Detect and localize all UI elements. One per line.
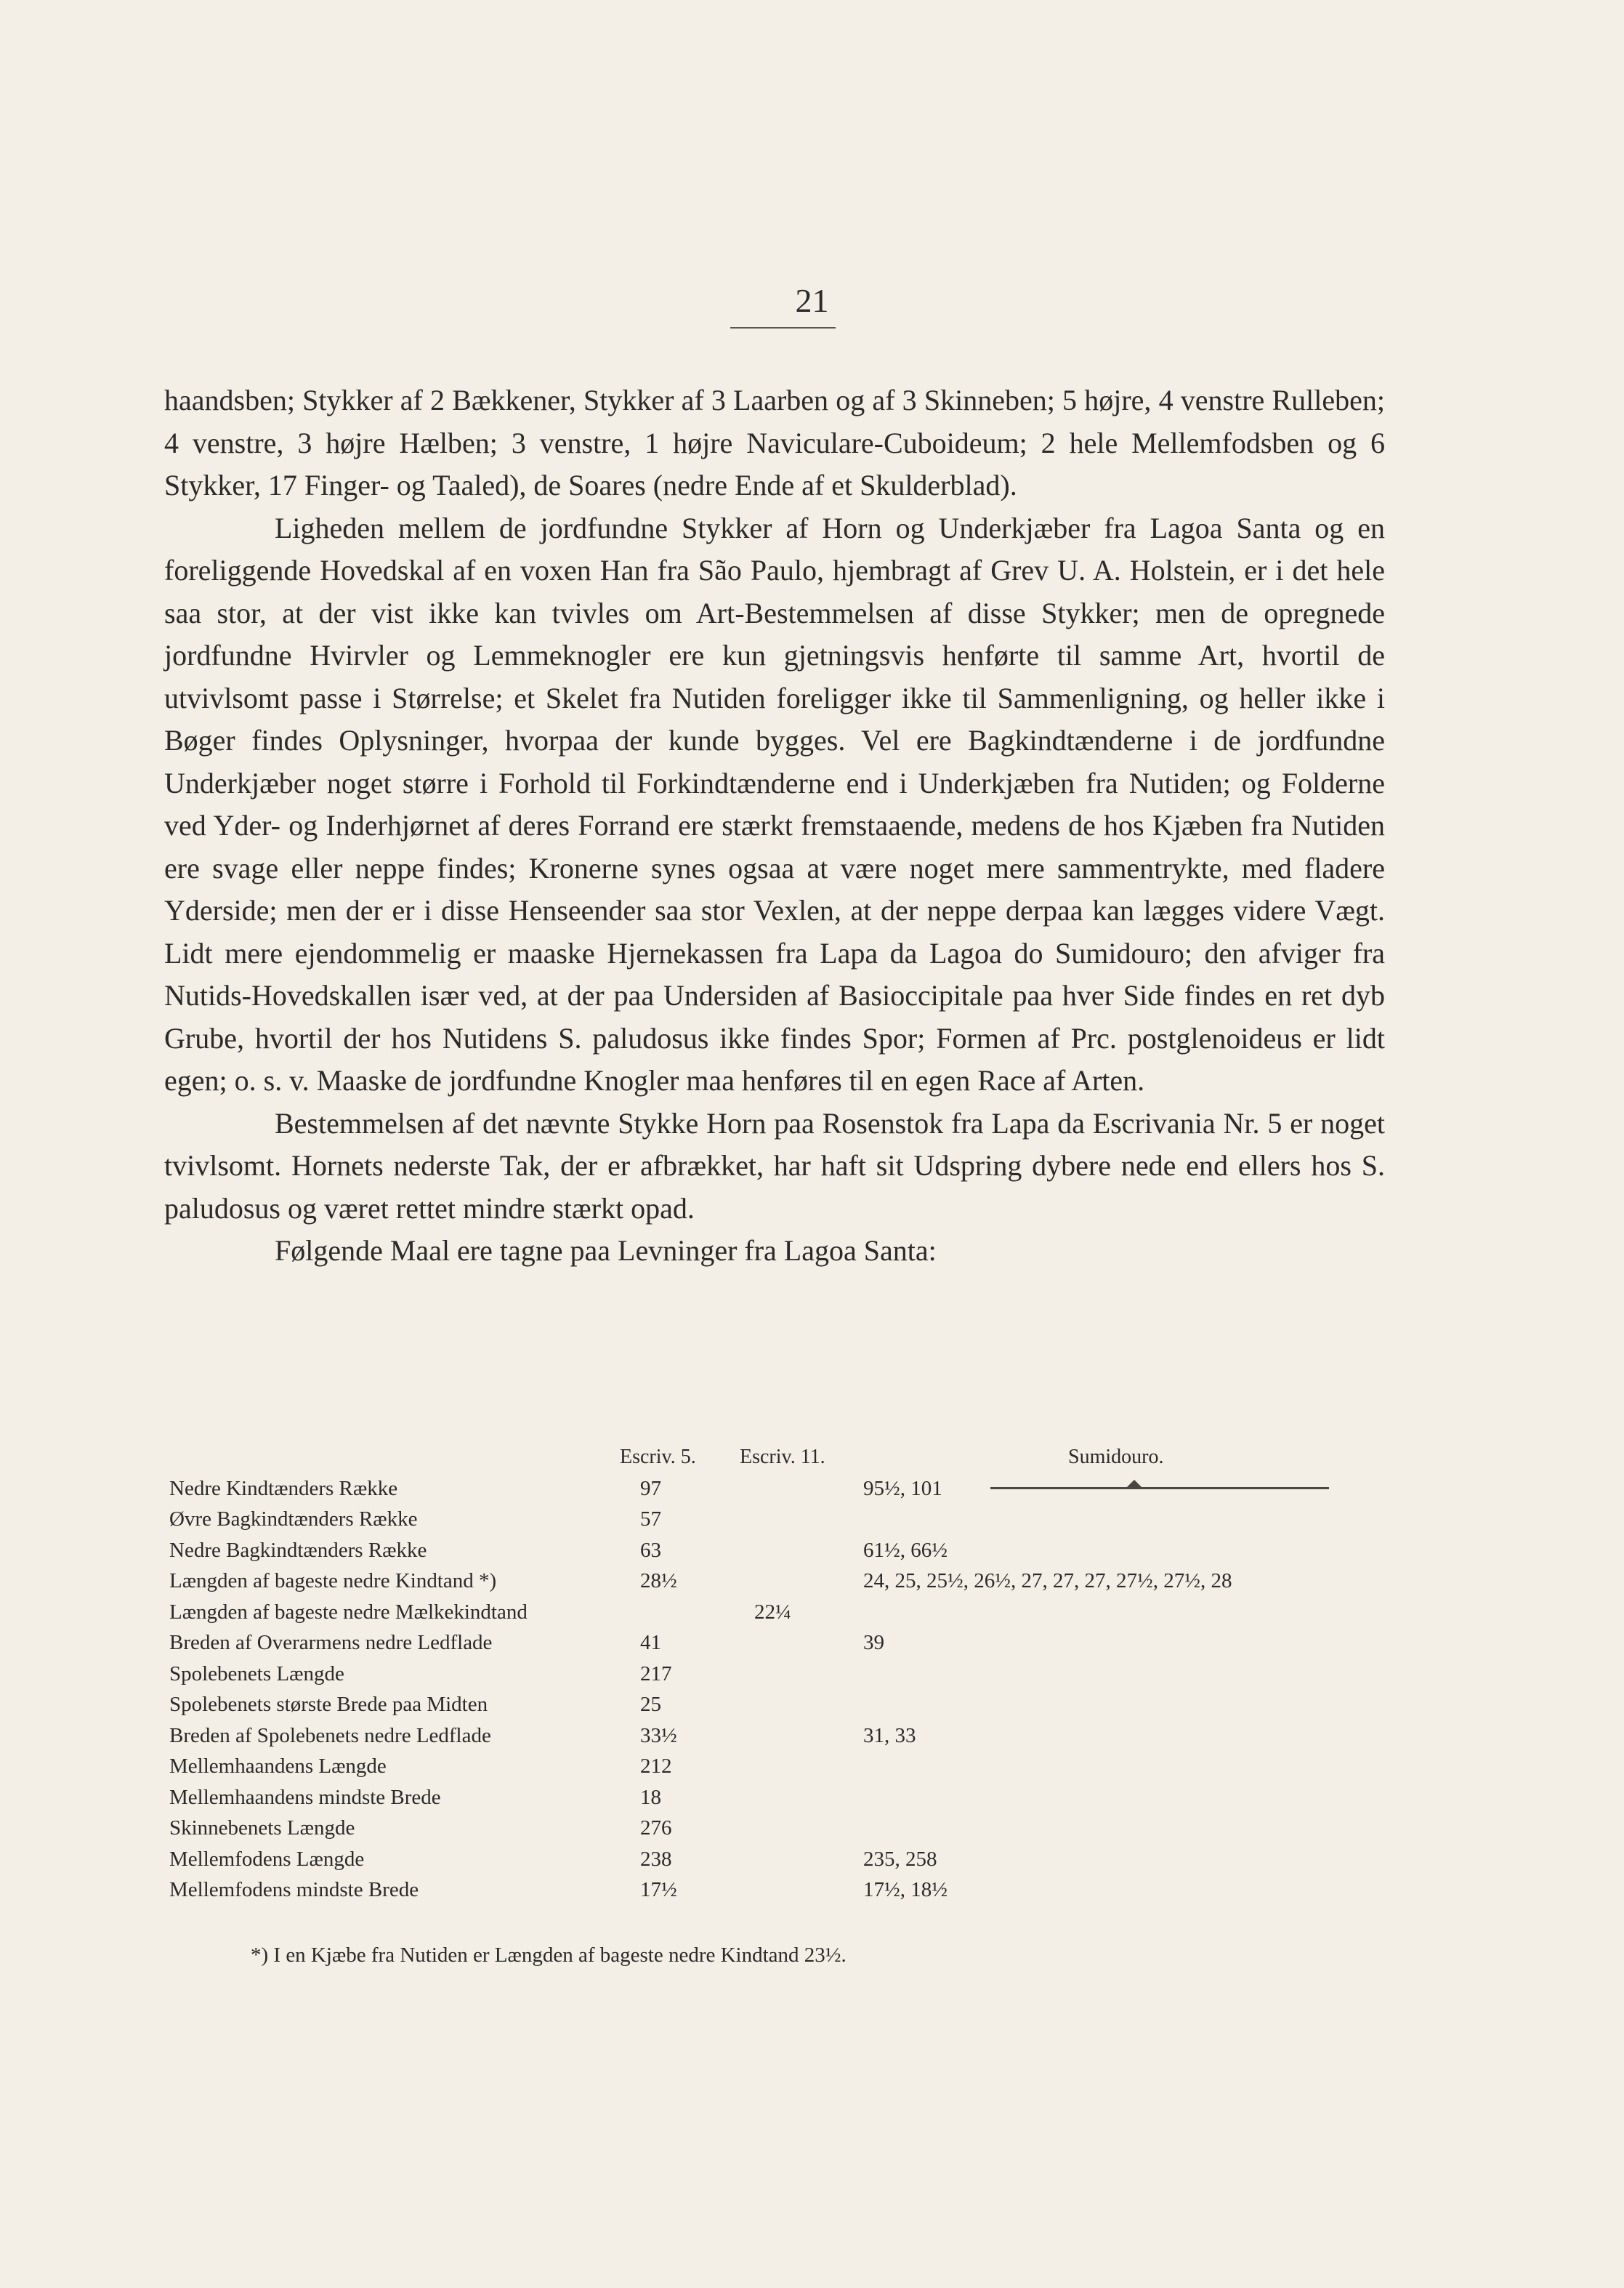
value-escriv-5: 57 (640, 1507, 661, 1531)
paragraph-4: Følgende Maal ere tagne paa Levninger fra Lagoa Santa: (275, 1234, 937, 1267)
row-label: Spolebenets største Brede paa Midten (169, 1693, 488, 1716)
table-row (169, 1782, 1390, 1813)
paragraph-1: haandsben; Stykker af 2 Bækkener, Stykker af 3 Laarben og af 3 Skinneben; 5 højre, 4 venstre Rulleben; 4 venstre, 3 højre Hælben; 3 venstre, 1 højre Naviculare-Cuboideum; 2 hele Mellemfodsben og 6 Stykker, 17 Finger- og Taaled), de Soares (nedre Ende af et Skulderblad). (164, 384, 1385, 501)
paragraph-3: Bestemmelsen af det nævnte Stykke Horn paa Rosenstok fra Lapa da Escrivania Nr. 5 er noget tvivlsomt. Hornets nederste Tak, der er afbrækket, har haft sit Udspring dybere nede end ellers hos S. paludosus og været rettet mindre stærkt opad. (164, 1106, 1385, 1225)
row-label: Længden af bageste nedre Kindtand *) (169, 1569, 497, 1592)
page-number-rule (730, 327, 836, 329)
row-label: Nedre Kindtænders Række (169, 1476, 398, 1500)
footnote: *) I en Kjæbe fra Nutiden er Længden af bageste nedre Kindtand 23½. (251, 1943, 847, 1967)
row-label: Skinnebenets Længde (169, 1816, 355, 1840)
value-sumidouro: 235, 258 (863, 1847, 937, 1871)
value-sumidouro: 31, 33 (863, 1723, 916, 1747)
header-sumidouro: Sumidouro. (1068, 1446, 1164, 1468)
value-escriv-5: 212 (640, 1755, 672, 1778)
value-escriv-5: 33½ (640, 1723, 677, 1747)
value-escriv-5: 276 (640, 1816, 672, 1840)
value-escriv-5: 63 (640, 1538, 661, 1562)
header-escriv-5: Escriv. 5. (620, 1446, 696, 1468)
row-label: Breden af Spolebenets nedre Ledflade (169, 1723, 491, 1747)
table-row (169, 1689, 1390, 1720)
row-label: Spolebenets Længde (169, 1661, 344, 1685)
value-escriv-5: 17½ (640, 1878, 677, 1901)
value-escriv-5: 25 (640, 1693, 661, 1716)
row-label: Mellemfodens mindste Brede (169, 1878, 419, 1901)
table-row (169, 1473, 1390, 1504)
table-row (169, 1751, 1390, 1782)
table-row (169, 1874, 1390, 1906)
value-escriv-5: 238 (640, 1847, 672, 1871)
row-label: Øvre Bagkindtænders Række (169, 1507, 418, 1531)
table-body (169, 1473, 1390, 1906)
value-sumidouro: 39 (863, 1631, 884, 1654)
table-row (169, 1627, 1390, 1659)
table-row (169, 1659, 1390, 1690)
value-escriv-5: 217 (640, 1661, 672, 1685)
table-row (169, 1597, 1390, 1628)
body-text (164, 379, 1385, 1273)
row-label: Mellemhaandens Længde (169, 1755, 387, 1778)
value-escriv-5: 18 (640, 1785, 661, 1809)
value-sumidouro: 61½, 66½ (863, 1538, 948, 1562)
table-row (169, 1844, 1390, 1875)
value-escriv-11: 22¼ (754, 1600, 791, 1624)
table-header-row (169, 1442, 1390, 1473)
row-label: Længden af bageste nedre Mælkekindtand (169, 1600, 528, 1624)
measurements-table (169, 1442, 1390, 1906)
table-row (169, 1504, 1390, 1535)
header-escriv-11: Escriv. 11. (740, 1446, 825, 1468)
value-sumidouro: 17½, 18½ (863, 1878, 948, 1901)
paragraph-2: Ligheden mellem de jordfundne Stykker af Horn og Underkjæber fra Lagoa Santa og en foreliggende Hovedskal af en voxen Han fra São Paulo, hjembragt af Grev U. A. Holstein, er i det hele saa stor, at der vist ikke kan tvivles om Art-Bestemmelsen af disse Stykker; men de opregnede jordfundne Hvirvler og Lemmeknogler ere kun gjetningsvis henførte til samme Art, hvortil de utvivlsomt passe i Størrelse; et Skelet fra Nutiden foreligger ikke til Sammenligning, og heller ikke i Bøger findes Oplysninger, hvorpaa der kunde bygges. Vel ere Bagkindtænderne i de jordfundne Underkjæber noget større i Forhold til Forkindtænderne end i Underkjæben fra Nutiden; og Folderne ved Yder- og Inderhjørnet af deres Forrand ere stærkt fremstaaende, medens de hos Kjæben fra Nutiden ere svage eller neppe findes; Kronerne synes ogsaa at være noget mere sammentrykte, med fladere Yderside; men der er i disse Henseender saa stor Vexlen, at der neppe derpaa kan lægges videre Vægt. Lidt mere ejendommelig er maaske Hjernekassen fra Lapa da Lagoa do Sumidouro; den afviger fra Nutids-Hovedskallen især ved, at der paa Undersiden af Basioccipitale paa hver Side findes en ret dyb Grube, hvortil der hos Nutidens S. paludosus ikke findes Spor; Formen af Prc. postglenoideus er lidt egen; o. s. v. Maaske de jordfundne Knogler maa henføres til en egen Race af Arten. (164, 511, 1385, 1097)
table-row (169, 1813, 1390, 1844)
table-row (169, 1566, 1390, 1597)
table-row (169, 1720, 1390, 1752)
value-escriv-5: 41 (640, 1631, 661, 1654)
row-label: Mellemfodens Længde (169, 1847, 365, 1871)
row-label: Mellemhaandens mindste Brede (169, 1785, 441, 1809)
value-escriv-5: 97 (640, 1476, 661, 1500)
row-label: Breden af Overarmens nedre Ledflade (169, 1631, 493, 1654)
table-row (169, 1535, 1390, 1566)
value-escriv-5: 28½ (640, 1569, 677, 1592)
row-label: Nedre Bagkindtænders Række (169, 1538, 427, 1562)
value-sumidouro: 24, 25, 25½, 26½, 27, 27, 27, 27½, 27½, 28 (863, 1569, 1232, 1592)
value-sumidouro: 95½, 101 (863, 1476, 942, 1500)
page-number: 21 (795, 282, 829, 319)
